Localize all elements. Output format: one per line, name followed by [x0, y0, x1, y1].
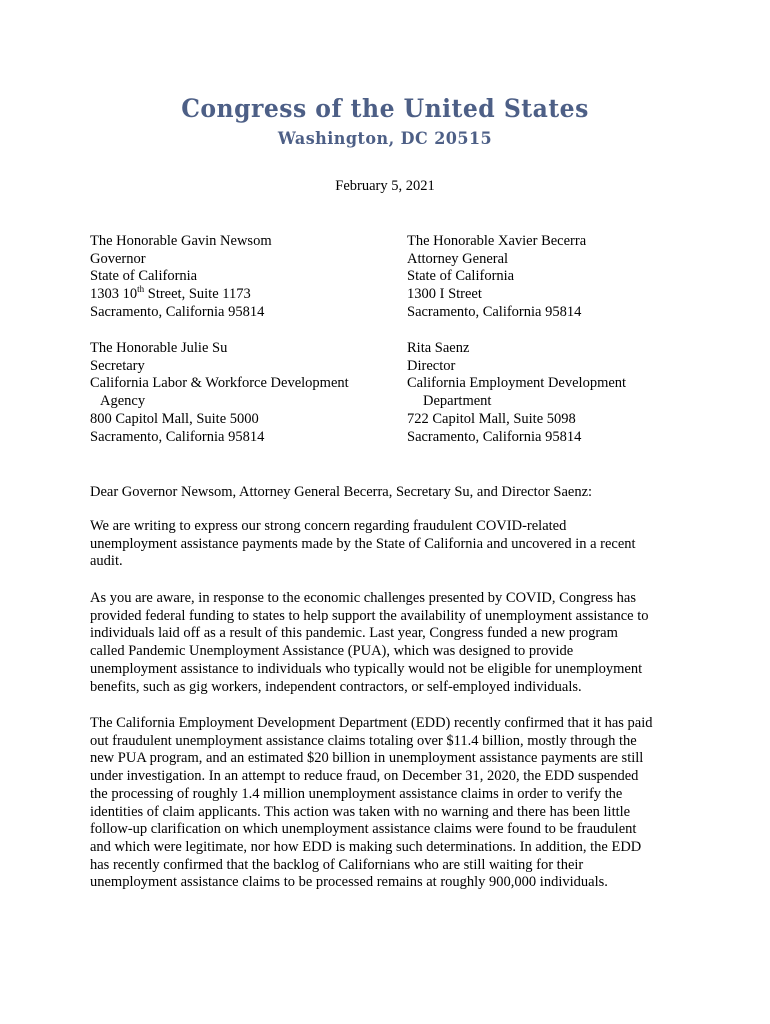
paragraph-line: called Pandemic Unemployment Assistance (PUA), which was designed to provide [90, 643, 574, 660]
paragraph-2 [90, 590, 680, 696]
recipient-org: State of California [90, 268, 198, 285]
paragraph-line: identities of claim applicants. This action was taken with no warning and there has been little [90, 803, 631, 820]
letter-date: February 5, 2021 [335, 178, 435, 194]
recipient-city: Sacramento, California 95814 [90, 303, 265, 320]
paragraph-line: As you are aware, in response to the economic challenges presented by COVID, Congress has [90, 590, 637, 606]
recipient-address-newsom [90, 233, 272, 322]
paragraph-line: follow-up clarification on which unemployment assistance claims were found to be fraudulent [90, 821, 637, 838]
paragraph-line: the processing of roughly 1.4 million unemployment assistance claims in order to verify the [90, 785, 623, 802]
paragraph-line: The California Employment Development Department (EDD) recently confirmed that it has paid [90, 715, 653, 731]
recipient-title: Director [407, 357, 456, 374]
paragraph-line: unemployment assistance payments made by the State of California and uncovered in a recent [90, 535, 636, 552]
paragraph-line: under investigation. In an attempt to reduce fraud, on December 31, 2020, the EDD suspended [90, 768, 639, 785]
paragraph-line: unemployment assistance claims to be processed remains at roughly 900,000 individuals. [90, 874, 608, 891]
recipient-name: The Honorable Gavin Newsom [90, 233, 272, 249]
recipient-city: Sacramento, California 95814 [407, 428, 582, 445]
paragraph-line: out fraudulent unemployment assistance claims totaling over $11.4 billion, mostly through the [90, 732, 637, 749]
paragraph-line: provided federal funding to states to help support the availability of unemployment assistance to [90, 607, 649, 624]
recipient-org: California Labor & Workforce Development [90, 375, 349, 392]
paragraph-line: We are writing to express our strong concern regarding fraudulent COVID-related [90, 518, 567, 534]
paragraph-3 [90, 715, 680, 892]
salutation: Dear Governor Newsom, Attorney General Becerra, Secretary Su, and Director Saenz: [90, 484, 593, 500]
recipient-address-saenz [407, 340, 626, 446]
recipient-address-su [90, 340, 349, 446]
recipient-city: Sacramento, California 95814 [407, 303, 582, 320]
recipient-title: Attorney General [407, 250, 509, 267]
letterhead-title: Congress of the United States [181, 94, 589, 123]
letterhead [0, 94, 770, 150]
recipient-street: 722 Capitol Mall, Suite 5098 [407, 410, 576, 427]
recipient-name: The Honorable Julie Su [90, 340, 228, 356]
recipient-name: The Honorable Xavier Becerra [407, 233, 587, 249]
paragraph-line: has recently confirmed that the backlog of Californians who are still waiting for their [90, 856, 584, 873]
recipient-title: Secretary [90, 357, 145, 374]
paragraph-line: new PUA program, and an estimated $20 billion in unemployment assistance payments are still [90, 750, 644, 767]
recipient-title: Governor [90, 250, 146, 267]
recipient-org: California Employment Development [407, 375, 627, 392]
paragraph-line: audit. [90, 553, 123, 570]
letterhead-subtitle: Washington, DC 20515 [277, 129, 493, 149]
paragraph-line: benefits, such as gig workers, independent contractors, or self-employed individuals. [90, 678, 582, 695]
recipient-org: State of California [407, 268, 515, 285]
recipient-org-continued: Department [423, 393, 492, 410]
recipient-org-continued: Agency [100, 393, 146, 410]
paragraph-line: individuals laid off as a result of this pandemic. Last year, Congress funded a new program [90, 625, 618, 642]
paragraph-1 [90, 518, 680, 571]
paragraph-line: unemployment assistance to individuals who typically would not be eligible for unemployment [90, 660, 643, 677]
recipient-address-becerra [407, 233, 586, 322]
recipient-street: 800 Capitol Mall, Suite 5000 [90, 410, 259, 427]
paragraph-line: and which were legitimate, nor how EDD is making such determinations. In addition, the EDD [90, 838, 642, 855]
recipient-city: Sacramento, California 95814 [90, 428, 265, 445]
recipient-name: Rita Saenz [407, 340, 470, 356]
recipient-street: 1300 I Street [407, 286, 482, 303]
recipient-street: 1303 10th Street, Suite 1173 [90, 284, 251, 303]
